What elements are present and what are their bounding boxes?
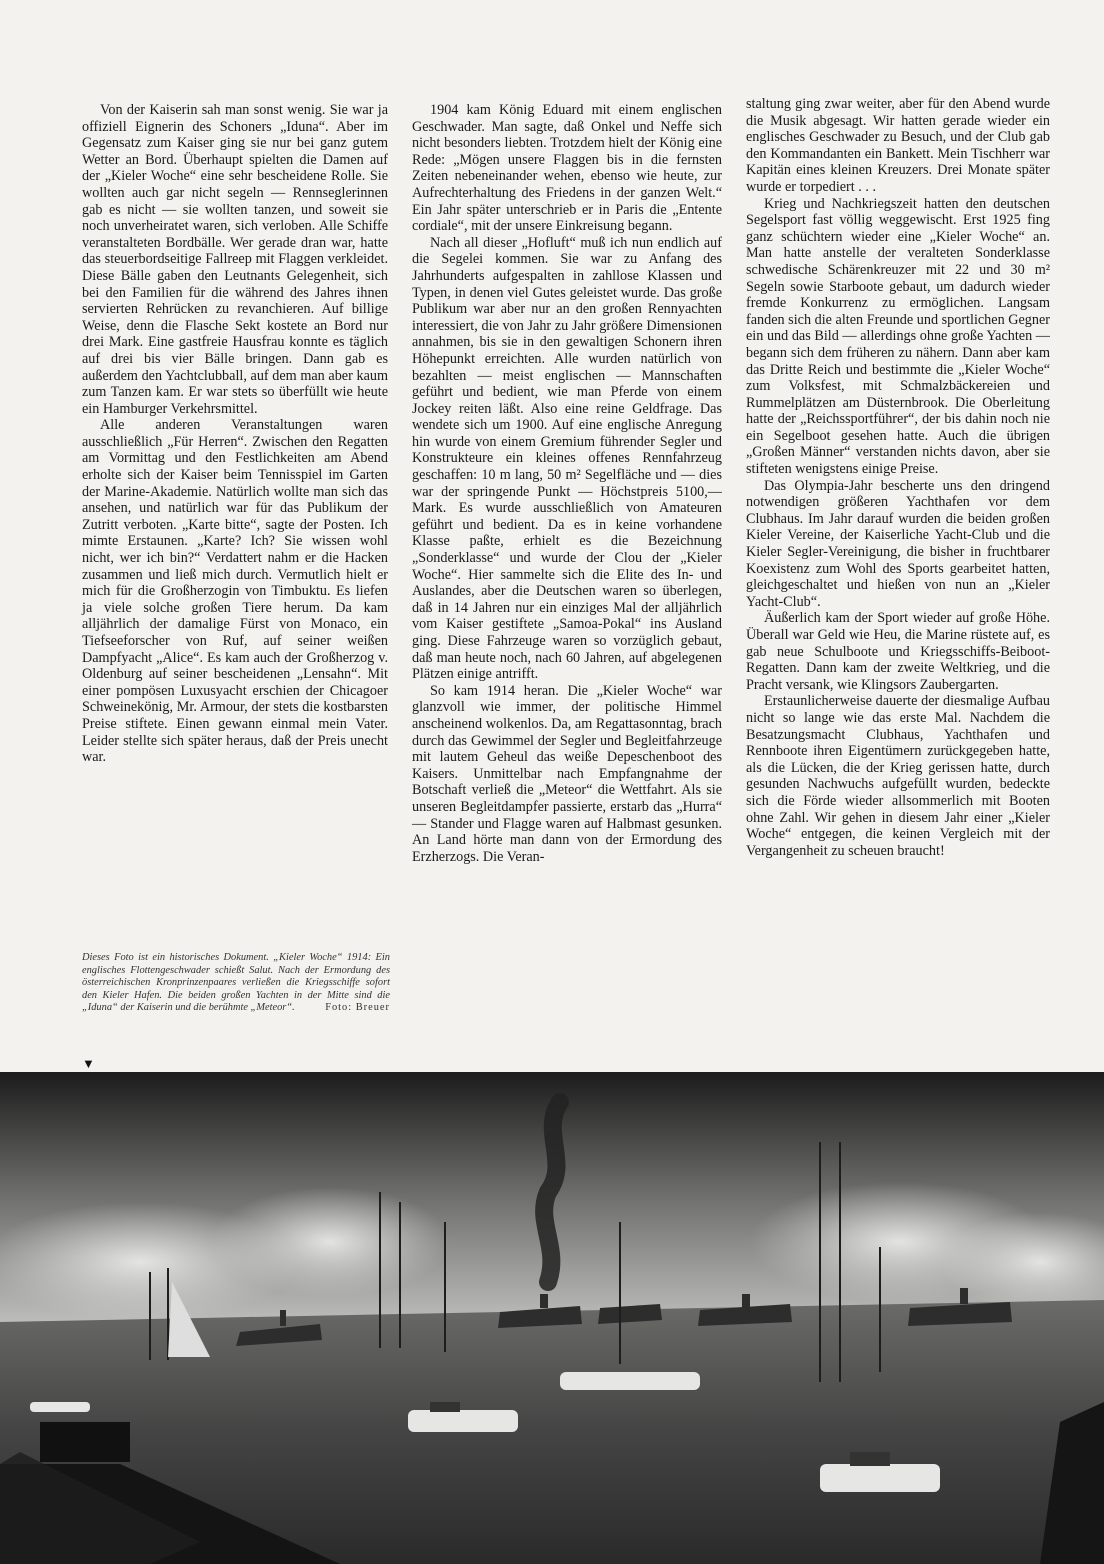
paragraph: So kam 1914 heran. Die „Kieler Woche“ war glanzvoll wie immer, der politische Himmel anscheinend wolkenlos. Da, am Regattasonntag, brach durch das Gewimmel der Segler und Begleitfahrzeuge mit lautem Geheul das weiße Depeschenboot des Kaisers. Unmittelbar nach Empfangnahme der Botschaft verließ die „Meteor“ die Wettfahrt. Als sie unseren Begleitdampfer passierte, erstarb das „Hurra“ — Stander und Flagge waren auf Halbmast gesunken. An Land hörte man dann von der Ermordung des Erzherzogs. Die Veran- — [412, 682, 722, 865]
historic-harbor-photo — [0, 1072, 1104, 1564]
paragraph: Erstaunlicherweise dauerte der diesmalige Aufbau nicht so lange wie das erste Mal. Nachdem die Besatzungsmacht Clubhaus, Yachthafen und Rennboote ihren Eigentümern zurückgegeben hatte, als die Lücken, die der Krieg gerissen hatte, durch gesunden Nachwuchs aufgefüllt wurden, bedeckte sich die Förde wieder allsommerlich mit Booten ohne Zahl. Wir gehen in diesem Jahr einer „Kieler Woche“ entgegen, die keinen Vergleich mit der Vergangenheit zu scheuen braucht! — [746, 693, 1050, 859]
caption-text: Dieses Foto ist ein historisches Dokument. „Kieler Woche“ 1914: Ein englisches Flottengeschwader schießt Salut. Nach der Ermordung des österreichischen Kronprinzenpaares verließen die Kriegsschiffe sofort den Kieler Hafen. Die beiden großen Yachten in der Mitte sind die „Iduna“ der Kaiserin und die berühmte „Meteor“. — [82, 952, 390, 1014]
article-column-1 — [82, 102, 388, 766]
paragraph: Von der Kaiserin sah man sonst wenig. Sie war ja offiziell Eignerin des Schoners „Iduna“. Aber im Gegensatz zum Kaiser ging sie nur bei ganz gutem Wetter an Bord. Überhaupt spielten die Damen auf der „Kieler Woche“ eine sehr bescheidene Rolle. Sie wollten auch gar nicht segeln — Rennseglerinnen gab es nicht — sie wollten tanzen, und soweit sie noch unverheiratet waren, sich verloben. Alle Schiffe veranstalteten Bordbälle. Wer gerade dran war, hatte das steuerbordseitige Fallreep mit Flaggen verkleidet. Diese Bälle gaben den Leutnants Gelegenheit, sich bei den Familien für die während des Jahres ihnen servierten Rehrücken zu revanchieren. Auf billige Weise, denn die Flasche Sekt kostete an Bord nur drei Mark. Eine gastfreie Hausfrau konnte es täglich auf drei bis vier Bälle bringen. Dann gab es außerdem den Yachtclubball, auf dem man aber kaum zum Tanzen kam. Er war stets so überfüllt wie heute ein Hamburger Verkehrsmittel. — [82, 102, 388, 417]
paragraph: Krieg und Nachkriegszeit hatten den deutschen Segelsport fast völlig weggewischt. Erst 1925 fing ganz schüchtern wieder eine „Kieler Woche“ an. Man hatte anstelle der veralteten Sonderklasse schwedische Schärenkreuzer mit 22 und 30 m² Segeln sowie Starboote gebaut, um dadurch wieder fremde Konkurrenz zu ermöglichen. Langsam fanden sich die alten Freunde und sportlichen Gegner ein und das Bild — allerdings ohne große Yachten — begann sich dem früheren zu nähern. Dann aber kam das Dritte Reich und bestimmte die „Kieler Woche“ zum Volksfest, mit Schmalzbäckereien und Rummelplätzen am Düsternbrook. Die Oberleitung hatte der „Reichssportführer“, der bis dahin noch nie ein Segelboot gesehen hatte. Auch die übrigen „Großen Männer“ verstanden nichts davon, aber sie stifteten wenigstens einige Preise. — [746, 195, 1050, 478]
down-triangle-icon: ▼ — [82, 1056, 95, 1071]
paragraph: 1904 kam König Eduard mit einem englischen Geschwader. Man sagte, daß Onkel und Neffe sich nicht besonders liebten. Trotzdem hielt der König eine Rede: „Mögen unsere Flaggen bis in die fernsten Zeiten nebeneinander wehen, ebenso wie heute, zur Aufrechterhaltung des Friedens in der ganzen Welt.“ Ein Jahr später unterschrieb er in Paris die „Entente cordiale“, mit der unsere Einkreisung begann. — [412, 102, 722, 235]
photo-caption — [82, 952, 390, 1015]
article-column-3 — [746, 96, 1050, 859]
paragraph: Äußerlich kam der Sport wieder auf große Höhe. Überall war Geld wie Heu, die Marine rüstete auf, es gab neue Schulboote und Kriegsschiffs-Beiboot-Regatten. Dann kam der zweite Weltkrieg, und die Pracht versank, wie Klingsors Zaubergarten. — [746, 610, 1050, 693]
paragraph: Nach all dieser „Hofluft“ muß ich nun endlich auf die Segelei kommen. Sie war zu Anfang des Jahrhunderts aufgespalten in zahllose Klassen und Typen, in denen viel Gutes geleistet wurde. Das große Publikum war aber nur an den großen Rennyachten interessiert, die von Jahr zu Jahr größere Dimensionen annahmen, bis sie in den gewaltigen Schonern ihren Höhepunkt erreichten. Alle wurden natürlich von bezahlten — meist englischen — Mannschaften geführt und bedient, wie man Pferde von einem Jockey reiten läßt. Also eine reine Geldfrage. Das wendete sich um 1900. Auf eine englische Anregung hin wurde von einem Gremium führender Segler und Konstrukteure ein kleines offenes Rennfahrzeug geschaffen: 10 m lang, 50 m² Segelfläche und — dies war der springende Punkt — Höchstpreis 5100,— Mark. Es wurde ausschließlich von Amateuren geführt und bedient. Da es in keine vorhandene Klasse paßte, erhielt es die Bezeichnung „Sonderklasse“ und wurde der Clou der „Kieler Woche“. Hier sammelte sich die Elite des In- und Auslandes, aber die Deutschen waren so überlegen, daß in 14 Jahren nur ein einziges Mal der alljährlich vom Kaiser gestiftete „Samoa-Pokal“ ins Ausland ging. Diese Fahrzeuge waren so vorzüglich gebaut, daß man heute noch, nach 60 Jahren, auf abgelegenen Plätzen einige antrifft. — [412, 234, 722, 683]
paragraph: staltung ging zwar weiter, aber für den Abend wurde die Musik abgesagt. Wir hatten gerade wieder ein englisches Geschwader zu Besuch, und der Club gab den Kommandanten ein Bankett. Mein Tischherr war Kapitän eines kleinen Kreuzers. Drei Monate später wurde er torpediert . . . — [746, 96, 1050, 195]
photo-credit: Foto: Breuer — [325, 1002, 390, 1014]
article-column-2 — [412, 102, 722, 865]
paragraph: Alle anderen Veranstaltungen waren ausschließlich „Für Herren“. Zwischen den Regatten am Vormittag und den Festlichkeiten am Abend erholte sich der Kaiser beim Tennisspiel im Garten der Marine-Akademie. Natürlich wollte man sich das ansehen, und natürlich war für das Publikum der Zutritt verboten. „Karte bitte“, sagte der Posten. Ich mimte Erstaunen. „Karte? Ich? Sie wissen wohl nicht, wer ich bin?“ Verdattert nahm er die Hacken zusammen und ließ mich durch. Vermutlich hielt er mich für die Großherzogin von Timbuktu. Es liefen ja viele solche großen Tiere herum. Da kam alljährlich der damalige Fürst von Monaco, ein Tiefseeforscher von Ruf, auf seiner weißen Dampfyacht „Alice“. Es kam auch der Großherzog v. Oldenburg auf seiner bescheidenen „Lensahn“. Mit einer pompösen Luxusyacht erschien der Chicagoer Schweinekönig, Mr. Armour, der stets die kostbarsten Preise stiftete. Einen gewann einmal mein Vater. Leider stellte sich später heraus, daß der Preis unecht war. — [82, 417, 388, 766]
paragraph: Das Olympia-Jahr bescherte uns den dringend notwendigen größeren Yachthafen vor dem Clubhaus. Im Jahr darauf wurden die beiden großen Kieler Vereine, der Kaiserliche Yacht-Club und die Kieler Segler-Vereinigung, die bisher in fruchtbarer Koexistenz zum Wohl des Sports gearbeitet hatten, gleichgeschaltet und hießen von nun an „Kieler Yacht-Club“. — [746, 477, 1050, 610]
